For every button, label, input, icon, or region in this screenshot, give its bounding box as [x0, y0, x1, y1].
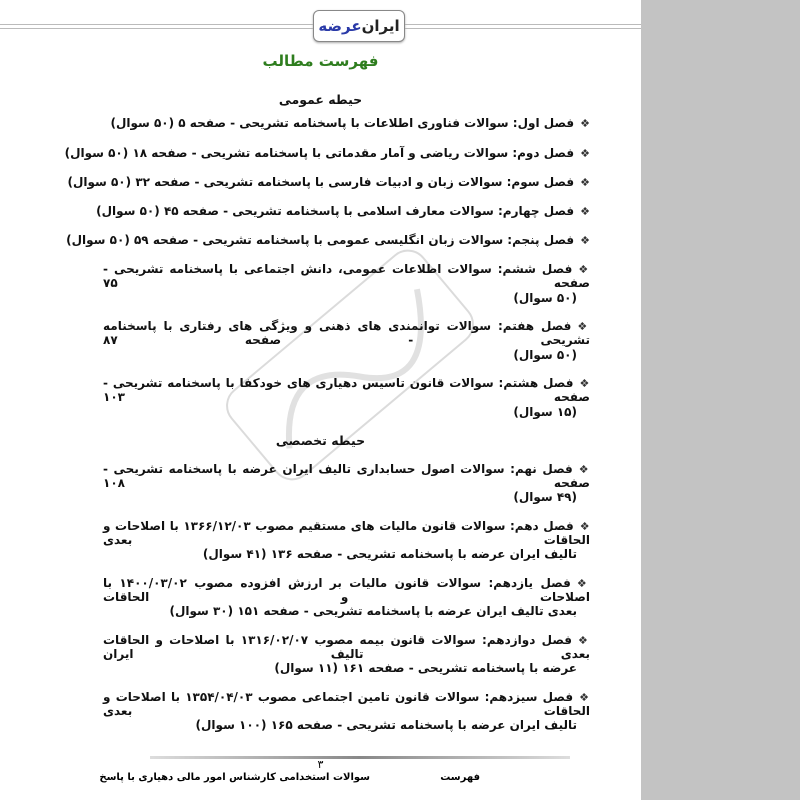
logo-text-iran: ایران — [361, 17, 400, 35]
toc-entry[interactable] — [103, 519, 590, 547]
toc-entry-text: فصل ششم: سوالات اطلاعات عمومی، دانش اجتماعی با پاسخنامه تشریحی - صفحه ۷۵ — [103, 262, 590, 290]
diamond-bullet-icon: ❖ — [580, 234, 590, 247]
diamond-bullet-icon: ❖ — [577, 320, 590, 333]
toc-entry-text: فصل نهم: سوالات اصول حسابداری تالیف ایران عرضه با پاسخنامه تشریحی - صفحه ۱۰۸ — [103, 462, 590, 490]
toc-entry-text: فصل پنجم: سوالات زبان انگلیسی عمومی با پاسخنامه تشریحی - صفحه ۵۹ (۵۰ سوال) — [66, 233, 575, 247]
toc-entry-continuation: (۵۰ سوال) — [513, 291, 577, 305]
toc-entry[interactable] — [103, 633, 590, 661]
toc-entry-continuation: (۱۵ سوال) — [513, 405, 577, 419]
toc-entry-continuation: تالیف ایران عرضه با پاسخنامه تشریحی - صفحه ۱۳۶ (۴۱ سوال) — [202, 547, 577, 561]
toc-entry-continuation: بعدی تالیف ایران عرضه با پاسخنامه تشریحی - صفحه ۱۵۱ (۳۰ سوال) — [169, 604, 577, 618]
page-number: ۳ — [317, 758, 324, 771]
section-heading: حیطه تخصصی — [275, 433, 366, 448]
toc-entry[interactable] — [103, 319, 590, 347]
toc-entry[interactable] — [96, 204, 590, 218]
diamond-bullet-icon: ❖ — [578, 634, 590, 647]
toc-entry[interactable] — [67, 175, 590, 189]
toc-entry[interactable] — [103, 262, 590, 290]
toc-entry-text: فصل سوم: سوالات زبان و ادبیات فارسی با پاسخنامه تشریحی - صفحه ۳۲ (۵۰ سوال) — [67, 175, 575, 189]
diamond-bullet-icon: ❖ — [579, 377, 590, 390]
side-panel — [641, 0, 800, 800]
toc-entry-text: فصل اول: سوالات فناوری اطلاعات با پاسخنامه تشریحی - صفحه ۵ (۵۰ سوال) — [110, 116, 575, 130]
toc-entry-text: فصل دهم: سوالات قانون مالیات های مستقیم مصوب ۱۳۶۶/۱۲/۰۳ با اصلاحات و الحاقات بعدی — [103, 519, 590, 547]
logo-text-arzeh: عرضه — [318, 17, 362, 35]
toc-entry[interactable] — [66, 233, 590, 247]
toc-entry-continuation: (۵۰ سوال) — [513, 348, 577, 362]
toc-entry-text: فصل دوازدهم: سوالات قانون بیمه مصوب ۱۳۱۶/۰۲/۰۷ با اصلاحات و الحاقات بعدی تالیف ایران — [103, 633, 590, 661]
toc-entry-text: فصل یازدهم: سوالات قانون مالیات بر ارزش افزوده مصوب ۱۴۰۰/۰۳/۰۲ با اصلاحات و الحاقات — [103, 576, 590, 604]
toc-entry-text: فصل چهارم: سوالات معارف اسلامی با پاسخنامه تشریحی - صفحه ۴۵ (۵۰ سوال) — [96, 204, 575, 218]
toc-entry[interactable] — [103, 462, 590, 490]
diamond-bullet-icon: ❖ — [580, 176, 590, 189]
diamond-bullet-icon: ❖ — [576, 577, 590, 590]
toc-entry[interactable] — [110, 116, 590, 130]
page-title: فهرست مطالب — [262, 52, 379, 70]
footer-section: فهرست — [440, 772, 480, 783]
toc-entry[interactable] — [103, 576, 590, 604]
diamond-bullet-icon: ❖ — [579, 520, 590, 533]
toc-entry[interactable] — [65, 146, 590, 160]
toc-entry[interactable] — [103, 376, 590, 404]
diamond-bullet-icon: ❖ — [580, 205, 590, 218]
diamond-bullet-icon: ❖ — [578, 463, 590, 476]
toc-entry-text: فصل سیزدهم: سوالات قانون تامین اجتماعی مصوب ۱۳۵۴/۰۴/۰۳ با اصلاحات و الحاقات بعدی — [103, 690, 590, 718]
diamond-bullet-icon: ❖ — [578, 263, 590, 276]
section-heading: حیطه عمومی — [278, 92, 363, 107]
toc-entry-text: فصل هشتم: سوالات قانون تاسیس دهیاری های خودکفا با پاسخنامه تشریحی - صفحه ۱۰۳ — [103, 376, 590, 404]
toc-entry[interactable] — [103, 690, 590, 718]
diamond-bullet-icon: ❖ — [580, 147, 590, 160]
diamond-bullet-icon: ❖ — [580, 117, 590, 130]
toc-entry-continuation: عرضه با پاسخنامه تشریحی - صفحه ۱۶۱ (۱۱ سوال) — [274, 661, 577, 675]
toc-entry-continuation: تالیف ایران عرضه با پاسخنامه تشریحی - صفحه ۱۶۵ (۱۰۰ سوال) — [195, 718, 577, 732]
logo — [313, 10, 405, 42]
toc-entry-continuation: (۴۹ سوال) — [513, 490, 577, 504]
toc-entry-text: فصل هفتم: سوالات توانمندی های ذهنی و ویژگی های رفتاری با پاسخنامه تشریحی - صفحه ۸۷ — [103, 319, 590, 347]
toc-entry-text: فصل دوم: سوالات ریاضی و آمار مقدماتی با پاسخنامه تشریحی - صفحه ۱۸ (۵۰ سوال) — [64, 146, 575, 160]
diamond-bullet-icon: ❖ — [579, 691, 590, 704]
footer-book-title: سوالات استخدامی کارشناس امور مالی دهیاری با پاسخ — [99, 772, 370, 783]
